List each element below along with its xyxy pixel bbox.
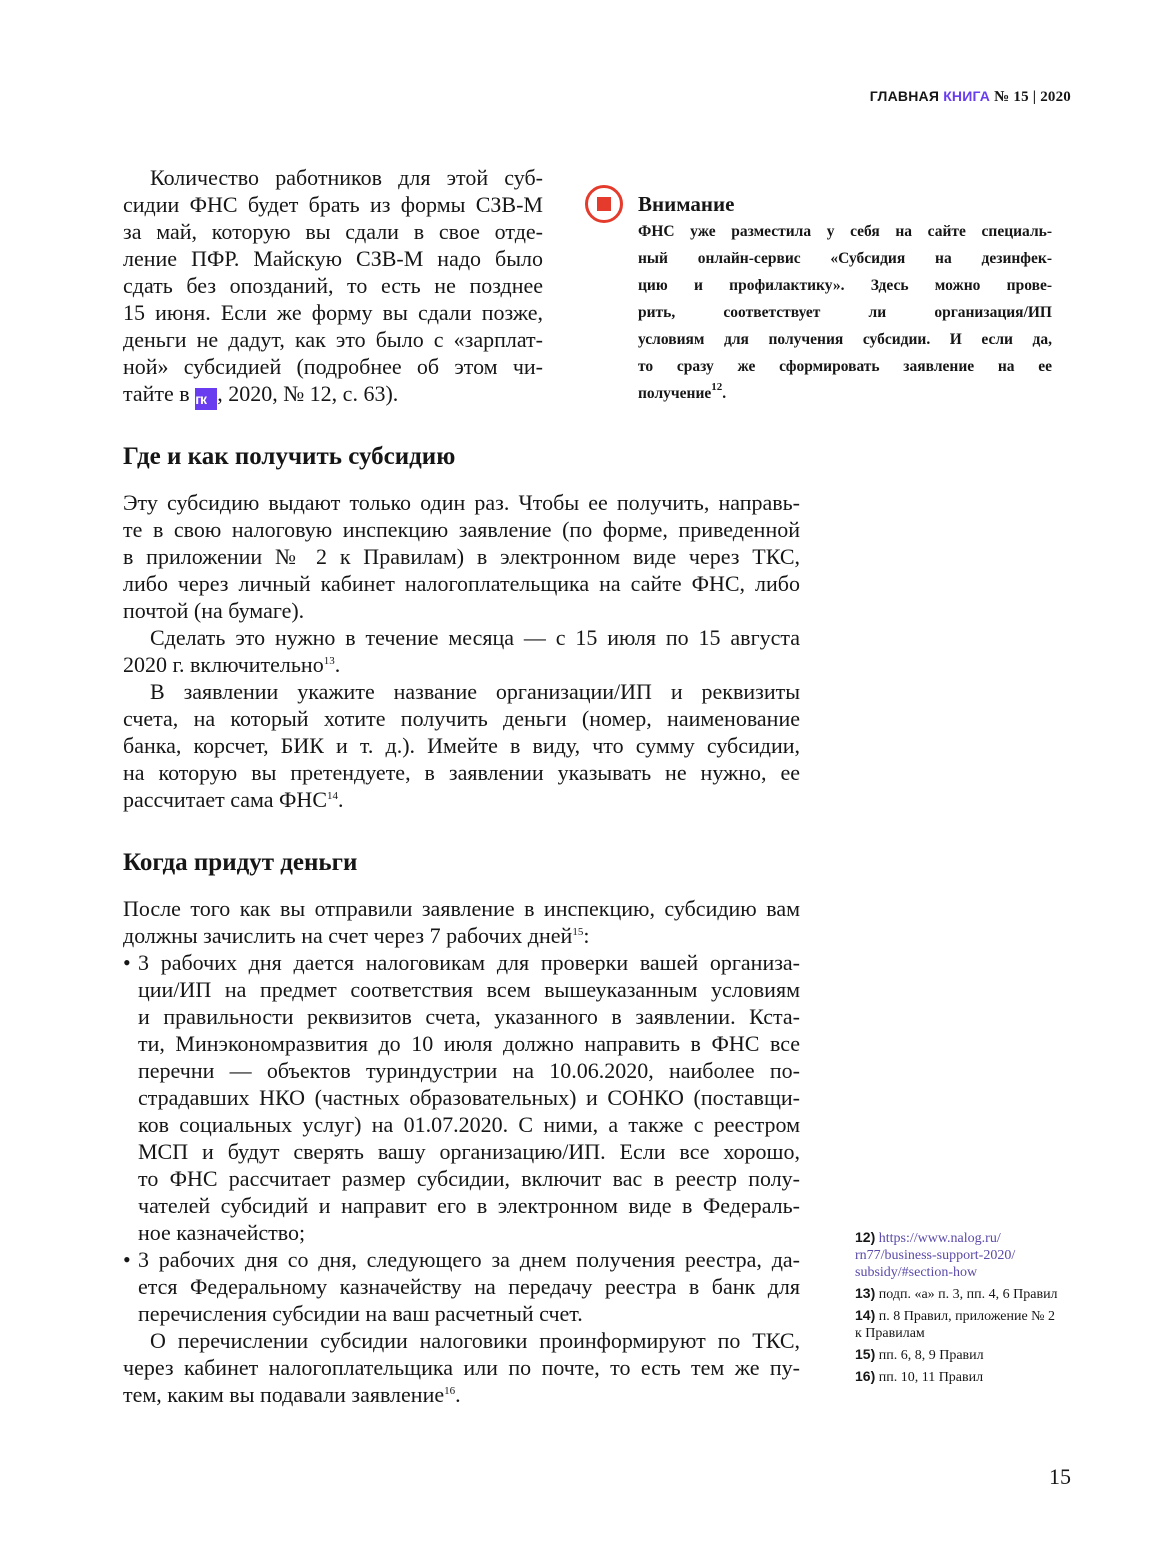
text: чателей субсидий и направит его в электронном виде в Федераль- xyxy=(138,1193,800,1218)
footnote xyxy=(855,1229,1065,1281)
text: рассчитает сама ФНС xyxy=(123,787,327,812)
footnote-number: 15) xyxy=(855,1346,876,1362)
text: почтой (на бумаге). xyxy=(123,598,305,623)
footnote-ref[interactable]: 16 xyxy=(444,1385,456,1397)
text-line: на которую вы претендуете, в заявлении указывать не нужно, ее xyxy=(123,760,800,785)
footnote-text: пп. 6, 8, 9 Правил xyxy=(878,1348,984,1363)
text-line: условиям для получения субсидии. И если да, xyxy=(638,331,1052,348)
text: Сделать это нужно в течение месяца — с 15 июля по 15 августа xyxy=(150,625,800,650)
text-line: ной» субсидией (подробнее об этом чи- xyxy=(123,354,543,379)
text-line xyxy=(123,1003,800,1030)
text-line: сидии ФНС будет брать из формы СЗВ-М xyxy=(123,192,543,217)
glavkniga-logo-icon[interactable]: гк xyxy=(195,388,217,410)
text-line xyxy=(123,1327,800,1354)
text: тайте в xyxy=(123,381,196,406)
text-line xyxy=(123,1084,800,1111)
page-number: 15 xyxy=(1049,1464,1071,1489)
section2-body xyxy=(123,895,800,1408)
text-line: через кабинет налогоплательщика или по почте, то есть тем же пу- xyxy=(123,1355,800,1380)
section-heading: Где и как получить субсидию xyxy=(123,443,456,470)
text-line xyxy=(123,949,800,976)
text: ков социальных услуг) на 01.07.2020. С ними, а также с реестром xyxy=(138,1112,800,1137)
text-line: Эту субсидию выдают только один раз. Чтобы ее получить, направь- xyxy=(123,490,800,515)
text: . xyxy=(334,652,341,677)
text-line xyxy=(123,1246,800,1273)
text-line: то сразу же сформировать заявление на ее xyxy=(638,358,1052,375)
text: 2020 г. включительно xyxy=(123,652,324,677)
text: 3 рабочих дня дается налоговикам для проверки вашей организа- xyxy=(138,950,800,975)
issue-number: № 15 | 2020 xyxy=(994,89,1071,105)
text-line xyxy=(638,380,1052,407)
text-line xyxy=(123,1057,800,1084)
text-line: те в свою налоговую инспекцию заявление (по форме, приведенной xyxy=(123,517,800,542)
footnote xyxy=(855,1368,1065,1386)
attention-title: Внимание xyxy=(638,192,735,216)
text: тем, каким вы подавали заявление xyxy=(123,1382,445,1407)
text-line: ный онлайн-сервис «Субсидия на дезинфек- xyxy=(638,250,1052,267)
footnote-number: 14) xyxy=(855,1307,876,1323)
text: ти, Минэкономразвития до 10 июля должно направить в ФНС все xyxy=(138,1031,800,1056)
text-line: рить, соответствует ли организация/ИП xyxy=(638,304,1052,321)
footnote xyxy=(855,1285,1065,1303)
text: , 2020, № 12, с. 63). xyxy=(217,381,399,406)
footnote-number: 12) xyxy=(855,1229,876,1245)
running-header xyxy=(870,88,1071,106)
text-line: ление ПФР. Майскую СЗВ-М надо было xyxy=(123,246,543,271)
attention-text xyxy=(638,218,1052,407)
text-line xyxy=(123,597,800,624)
text: МСП и будут сверять вашу организацию/ИП. Если все хорошо, xyxy=(138,1139,800,1164)
text-line xyxy=(123,1219,800,1246)
text-line: сдать без опозданий, то есть не позднее xyxy=(123,273,543,298)
footnote xyxy=(855,1346,1065,1364)
text-line xyxy=(123,678,800,705)
text-line xyxy=(123,1111,800,1138)
magazine-name-accent: КНИГА xyxy=(943,88,991,104)
footnote-number: 13) xyxy=(855,1285,876,1301)
text: то ФНС рассчитает размер субсидии, включит вас в реестр полу- xyxy=(138,1166,800,1191)
text-line: Количество работников для этой суб- xyxy=(150,165,543,190)
text-line xyxy=(123,380,543,407)
footnote-text: п. 8 Правил, приложение № 2 к Правилам xyxy=(855,1309,1056,1341)
section1-body xyxy=(123,489,800,813)
text-line xyxy=(123,1030,800,1057)
text-line: 15 июня. Если же форму вы сдали позже, xyxy=(123,300,543,325)
text: должны зачислить на счет через 7 рабочих дней xyxy=(123,923,573,948)
text-line xyxy=(123,1138,800,1165)
text-line xyxy=(123,976,800,1003)
text: получение xyxy=(638,385,712,402)
bullet-icon: • xyxy=(123,1247,131,1272)
bullet-icon: • xyxy=(123,950,131,975)
footnote xyxy=(855,1307,1065,1342)
text: ное казначейство; xyxy=(138,1220,306,1245)
text: В заявлении укажите название организации/ИП и реквизиты xyxy=(150,679,800,704)
text-line xyxy=(123,1192,800,1219)
stop-circle-icon xyxy=(585,185,623,223)
text: О перечислении субсидии налоговики проинформируют по ТКС, xyxy=(150,1328,800,1353)
footnote-number: 16) xyxy=(855,1368,876,1384)
text-line: После того как вы отправили заявление в инспекцию, субсидию вам xyxy=(123,896,800,921)
text-line: цию и профилактику». Здесь можно прове- xyxy=(638,277,1052,294)
section-heading: Когда придут деньги xyxy=(123,849,358,876)
text-line xyxy=(123,624,800,651)
text-line: ФНС уже разместила у себя на сайте специаль- xyxy=(638,223,1052,240)
text: страдавших НКО (частных образовательных) и СОНКО (поставщи- xyxy=(138,1085,800,1110)
footnote-link[interactable]: https://www.nalog.ru/ rn77/business-support-2020/ subsidy/#section-how xyxy=(855,1231,1016,1280)
footnote-text: подп. «а» п. 3, пп. 4, 6 Правил xyxy=(878,1287,1058,1302)
text: : xyxy=(583,923,590,948)
magazine-name: ГЛАВНАЯ xyxy=(869,88,940,104)
text: и правильности реквизитов счета, указанного в заявлении. Кста- xyxy=(138,1004,800,1029)
text-line: за май, которую вы сдали в свое отде- xyxy=(123,219,543,244)
text-line xyxy=(123,1300,800,1327)
text-line: банка, корсчет, БИК и т. д.). Имейте в виду, что сумму субсидии, xyxy=(123,733,800,758)
text: ции/ИП на предмет соответствия всем вышеуказанным условиям xyxy=(138,977,800,1002)
footnotes xyxy=(855,1229,1065,1390)
text: . xyxy=(455,1382,461,1407)
text: перечни — объектов туриндустрии на 10.06.2020, наиболее по- xyxy=(138,1058,800,1083)
footnote-ref[interactable]: 15 xyxy=(572,926,584,938)
footnote-ref[interactable]: 12 xyxy=(711,381,723,393)
intro-paragraph xyxy=(123,164,543,407)
text: . xyxy=(722,385,727,402)
text-line xyxy=(123,786,800,813)
text-line: либо через личный кабинет налогоплательщика на сайте ФНС, либо xyxy=(123,571,800,596)
text-line: в приложении № 2 к Правилам) в электронном виде через ТКС, xyxy=(123,544,800,569)
text: ется Федеральному казначейству на передачу реестра в банк для xyxy=(138,1274,800,1299)
text: . xyxy=(338,787,344,812)
text-line xyxy=(123,651,800,678)
footnote-text: пп. 10, 11 Правил xyxy=(878,1370,984,1385)
text-line xyxy=(123,1273,800,1300)
text-line: деньги не дадут, как это было с «зарплат- xyxy=(123,327,543,352)
footnote-ref[interactable]: 13 xyxy=(323,655,335,667)
text: перечисления субсидии на ваш расчетный счет. xyxy=(138,1301,583,1326)
text-line xyxy=(123,1381,800,1408)
footnote-ref[interactable]: 14 xyxy=(327,790,338,802)
text-line xyxy=(123,922,800,949)
text-line: счета, на который хотите получить деньги (номер, наименование xyxy=(123,706,800,731)
text: 3 рабочих дня со дня, следующего за днем получения реестра, да- xyxy=(138,1247,800,1272)
text-line xyxy=(123,1165,800,1192)
